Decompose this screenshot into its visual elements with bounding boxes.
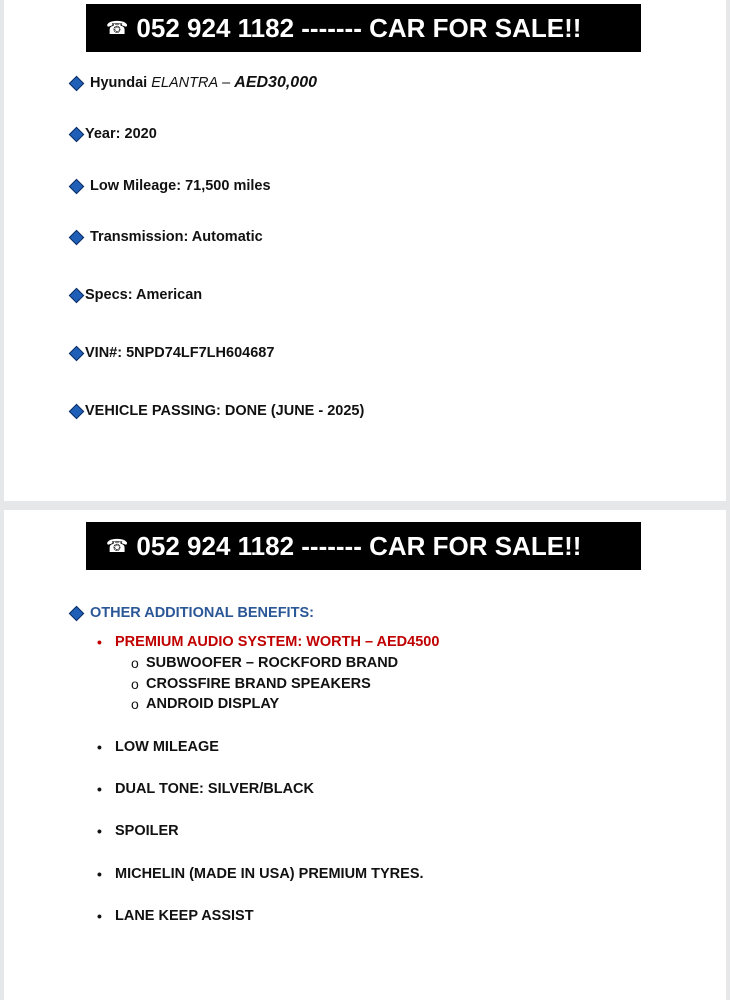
audio-sub-item-text: ANDROID DISPLAY bbox=[146, 696, 280, 712]
passing-text: VEHICLE PASSING: DONE (JUNE - 2025) bbox=[85, 403, 365, 419]
banner-text: 052 924 1182 ------- CAR FOR SALE!! bbox=[136, 530, 582, 561]
benefits-heading bbox=[67, 605, 314, 621]
diamond-bullet-icon bbox=[69, 605, 85, 621]
hollow-circle-icon: o bbox=[131, 655, 139, 671]
benefit-item bbox=[97, 866, 424, 882]
transmission-text: Transmission: Automatic bbox=[90, 229, 263, 245]
page-one bbox=[4, 0, 726, 501]
vin-text: VIN#: 5NPD74LF7LH604687 bbox=[85, 345, 275, 361]
bullet-dot-icon: • bbox=[97, 866, 102, 882]
model-text: ELANTRA bbox=[151, 75, 219, 91]
diamond-bullet-icon bbox=[69, 345, 85, 361]
banner-text: 052 924 1182 ------- CAR FOR SALE!! bbox=[136, 12, 582, 43]
bullet-dot-icon: • bbox=[97, 823, 102, 839]
diamond-bullet-icon bbox=[69, 126, 85, 142]
mileage-text: Low Mileage: 71,500 miles bbox=[90, 178, 271, 194]
bullet-dot-icon: • bbox=[97, 634, 102, 650]
bullet-dot-icon: • bbox=[97, 739, 102, 755]
benefit-item bbox=[97, 823, 179, 839]
benefit-item-text: LOW MILEAGE bbox=[115, 739, 219, 755]
diamond-bullet-icon bbox=[69, 178, 85, 194]
benefit-item-text: LANE KEEP ASSIST bbox=[115, 908, 254, 924]
benefit-item bbox=[97, 908, 254, 924]
benefit-item bbox=[97, 739, 219, 755]
transmission-line bbox=[67, 229, 263, 245]
benefit-audio bbox=[97, 634, 439, 650]
model-price-line bbox=[67, 74, 317, 92]
phone-banner bbox=[86, 4, 641, 52]
benefit-item-text: SPOILER bbox=[115, 823, 179, 839]
benefits-heading-text: OTHER ADDITIONAL BENEFITS: bbox=[90, 605, 314, 621]
benefit-item bbox=[97, 781, 314, 797]
diamond-bullet-icon bbox=[69, 287, 85, 303]
benefit-item-text: MICHELIN (MADE IN USA) PREMIUM TYRES. bbox=[115, 866, 424, 882]
phone-icon: ☎ bbox=[106, 535, 129, 556]
audio-sub-item-text: SUBWOOFER – ROCKFORD BRAND bbox=[146, 655, 399, 671]
audio-sub-item bbox=[131, 655, 398, 671]
dash-text: – bbox=[222, 75, 231, 91]
benefit-item-text: DUAL TONE: SILVER/BLACK bbox=[115, 781, 314, 797]
hollow-circle-icon: o bbox=[131, 676, 139, 692]
phone-banner bbox=[86, 522, 641, 570]
year-text: Year: 2020 bbox=[85, 126, 157, 142]
passing-line bbox=[67, 403, 364, 419]
specs-text: Specs: American bbox=[85, 287, 203, 303]
bullet-dot-icon: • bbox=[97, 781, 102, 797]
diamond-bullet-icon bbox=[69, 229, 85, 245]
phone-icon: ☎ bbox=[106, 17, 129, 38]
page-two bbox=[4, 510, 726, 1000]
bullet-dot-icon: • bbox=[97, 908, 102, 924]
diamond-bullet-icon bbox=[69, 75, 85, 91]
benefit-audio-text: PREMIUM AUDIO SYSTEM: WORTH – AED4500 bbox=[115, 634, 440, 650]
hollow-circle-icon: o bbox=[131, 696, 139, 712]
price-text: AED30,000 bbox=[234, 74, 317, 91]
audio-sub-item-text: CROSSFIRE BRAND SPEAKERS bbox=[146, 676, 371, 692]
specs-line bbox=[67, 287, 202, 303]
vin-line bbox=[67, 345, 274, 361]
mileage-line bbox=[67, 178, 271, 194]
audio-sub-item bbox=[131, 676, 371, 692]
make-text: Hyundai bbox=[90, 75, 148, 91]
diamond-bullet-icon bbox=[69, 403, 85, 419]
year-line bbox=[67, 126, 157, 142]
audio-sub-item bbox=[131, 696, 279, 712]
